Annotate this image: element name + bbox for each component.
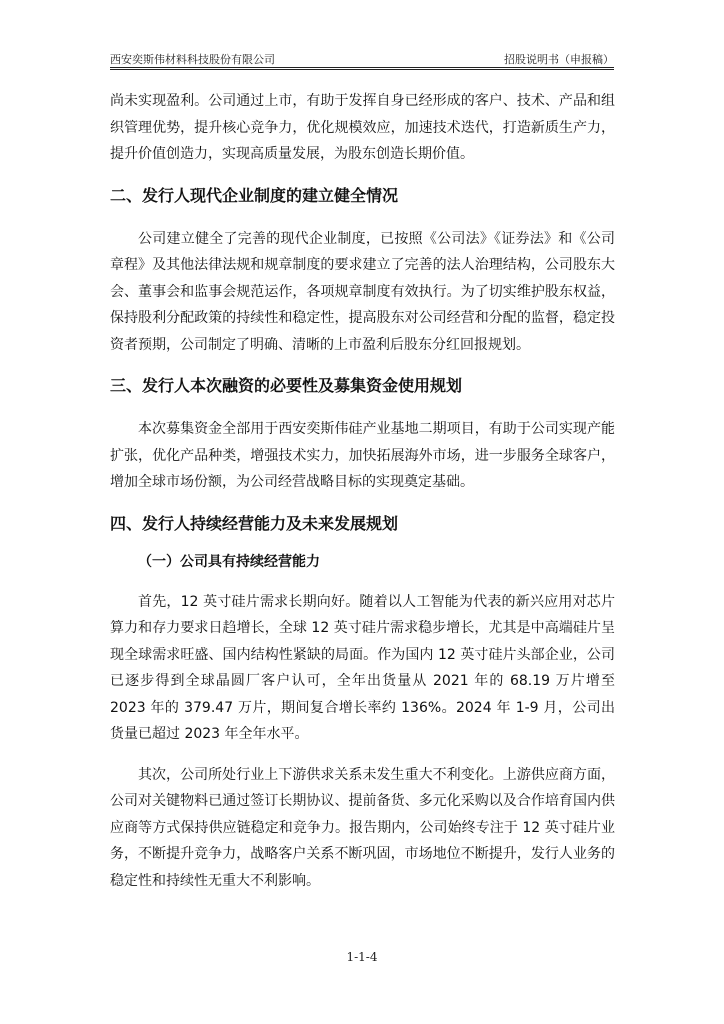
paragraph-supply-chain: 其次，公司所处行业上下游供求关系未发生重大不利变化。上游供应商方面，公司对关键物料已通过签订长期协议、提前备货、多元化采购以及合作培育国内供应商等方式保持供应链稳定和竞争力。报告期内，公司始终专注于 12 英寸硅片业务，不断提升竞争力，战略客户关系不断巩固，市场地位不断提升，发行人业务的稳定性和持续性无重大不利影响。	[110, 766, 615, 889]
section-heading-3: 三、发行人本次融资的必要性及募集资金使用规划	[110, 376, 463, 395]
document-body	[110, 88, 615, 894]
section-heading-2: 二、发行人现代企业制度的建立健全情况	[110, 185, 399, 205]
paragraph-demand-outlook: 首先，12 英寸硅片需求长期向好。随着以人工智能为代表的新兴应用对芯片算力和存力要求日趋增长，全球 12 英寸硅片需求稳步增长，尤其是中高端硅片呈现全球需求旺盛、国内结构性紧缺的局面。作为国内 12 英寸硅片头部企业，公司已逐步得到全球晶圆厂客户认可，全年出货量从 2021 年的 68.19 万片增至 2023 年的 379.47 万片，期间复合增长率约 136%。2024 年 1-9 月，公司出货量已超过 2023 年全年水平。	[110, 593, 615, 742]
header-company-name: 西安奕斯伟材料科技股份有限公司	[110, 53, 275, 66]
paragraph-fundraising: 本次募集资金全部用于西安奕斯伟硅产业基地二期项目，有助于公司实现产能扩张，优化产品种类，增强技术实力，加快拓展海外市场，进一步服务全球客户，增加全球市场份额，为公司经营战略目标的实现奠定基础。	[110, 421, 615, 490]
header-divider-thin	[110, 69, 614, 70]
header-document-type: 招股说明书（申报稿）	[504, 53, 614, 66]
subsection-heading-4-1: （一）公司具有持续经营能力	[138, 553, 320, 570]
header-divider	[110, 67, 614, 68]
paragraph-continuation: 尚未实现盈利。公司通过上市，有助于发挥自身已经形成的客户、技术、产品和组织管理优势，提升核心竞争力，优化规模效应，加速技术迭代，打造新质生产力，提升价值创造力，实现高质量发展，为股东创造长期价值。	[110, 93, 615, 162]
page-number: 1-1-4	[346, 950, 378, 964]
page-header	[110, 49, 614, 67]
paragraph-corporate-governance: 公司建立健全了完善的现代企业制度，已按照《公司法》《证券法》和《公司章程》及其他法律法规和规章制度的要求建立了完善的法人治理结构，公司股东大会、董事会和监事会规范运作，各项规章制度有效执行。为了切实维护股东权益，保持股利分配政策的持续性和稳定性，提高股东对公司经营和分配的监督，稳定投资者预期，公司制定了明确、清晰的上市盈利后股东分红回报规划。	[110, 230, 615, 353]
section-heading-4: 四、发行人持续经营能力及未来发展规划	[110, 513, 399, 533]
